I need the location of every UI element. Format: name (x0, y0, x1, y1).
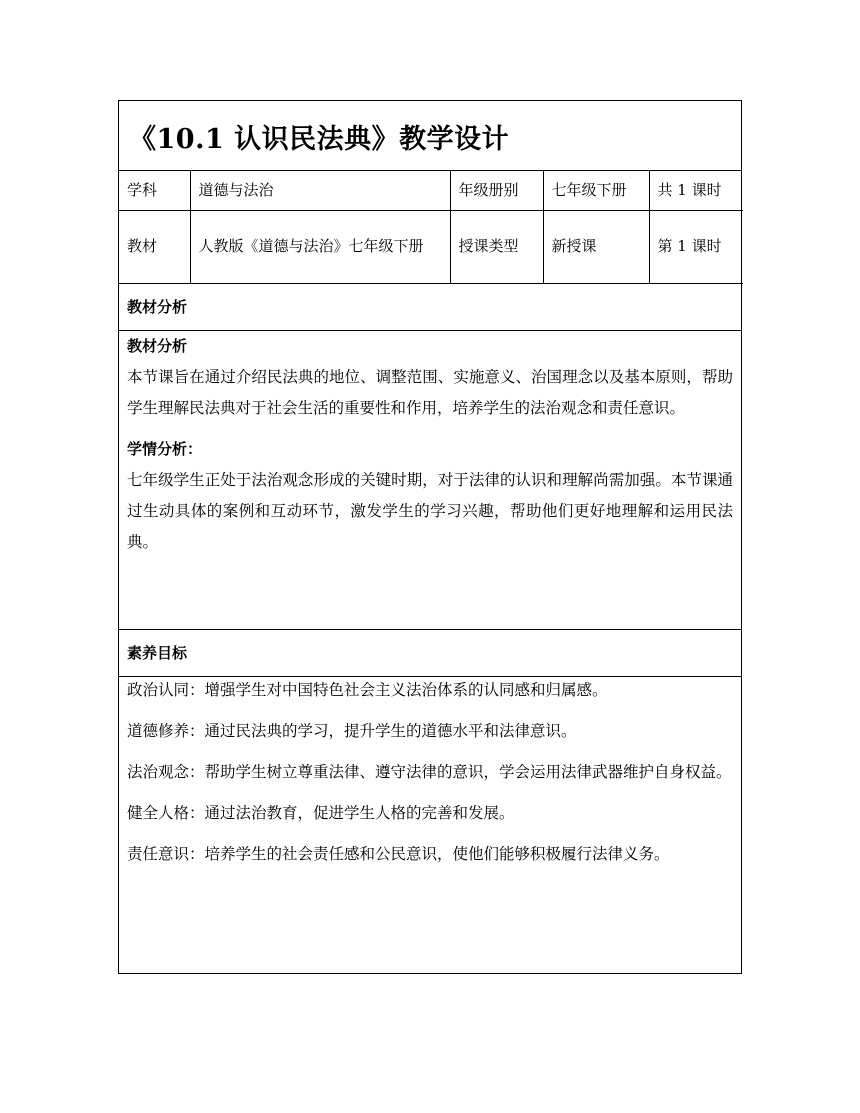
student-analysis-subheading: 学情分析： (127, 439, 203, 458)
literacy-item: 责任意识：培养学生的社会责任感和公民意识，使他们能够积极履行法律义务。 (127, 844, 670, 863)
type-value: 新授课 (543, 210, 649, 283)
student-analysis-text: 七年级学生正处于法治观念形成的关键时期，对于法律的认识和理解尚需加强。本节课通过生动具体的案例和互动环节，激发学生的学习兴趣，帮助他们更好地理解和运用民法典。 (127, 470, 733, 551)
subject-label: 学科 (119, 171, 190, 210)
lesson-plan-table (118, 100, 742, 974)
textbook-value: 人教版《道德与法治》七年级下册 (190, 210, 450, 283)
literacy-goals (119, 675, 741, 870)
title-row (119, 101, 741, 171)
literacy-item: 政治认同：增强学生对中国特色社会主义法治体系的认同感和归属感。 (127, 680, 608, 699)
lesson-number: 第 1 课时 (649, 210, 743, 283)
page-title: 《10.1 认识民法典》教学设计 (129, 124, 510, 155)
analysis-heading: 教材分析 (119, 284, 741, 331)
meta-row-textbook (119, 210, 743, 283)
total-hours: 共 1 课时 (649, 171, 743, 210)
textbook-analysis-text: 本节课旨在通过介绍民法典的地位、调整范围、实施意义、治国理念以及基本原则，帮助学生理解民法典对于社会生活的重要性和作用，培养学生的法治观念和责任意识。 (127, 367, 733, 417)
meta-row-subject (119, 171, 743, 210)
grade-value: 七年级下册 (543, 171, 649, 210)
literacy-item: 法治观念：帮助学生树立尊重法律、遵守法律的意识，学会运用法律武器维护自身权益。 (127, 762, 732, 781)
subject-value: 道德与法治 (190, 171, 450, 210)
grade-label: 年级册别 (450, 171, 543, 210)
textbook-analysis-subheading: 教材分析 (127, 336, 188, 355)
textbook-label: 教材 (119, 210, 190, 283)
meta-table (119, 171, 743, 284)
literacy-heading: 素养目标 (119, 630, 741, 677)
literacy-item: 健全人格：通过法治教育，促进学生人格的完善和发展。 (127, 803, 515, 822)
analysis-body (119, 331, 741, 630)
type-label: 授课类型 (450, 210, 543, 283)
literacy-item: 道德修养：通过民法典的学习，提升学生的道德水平和法律意识。 (127, 721, 577, 740)
